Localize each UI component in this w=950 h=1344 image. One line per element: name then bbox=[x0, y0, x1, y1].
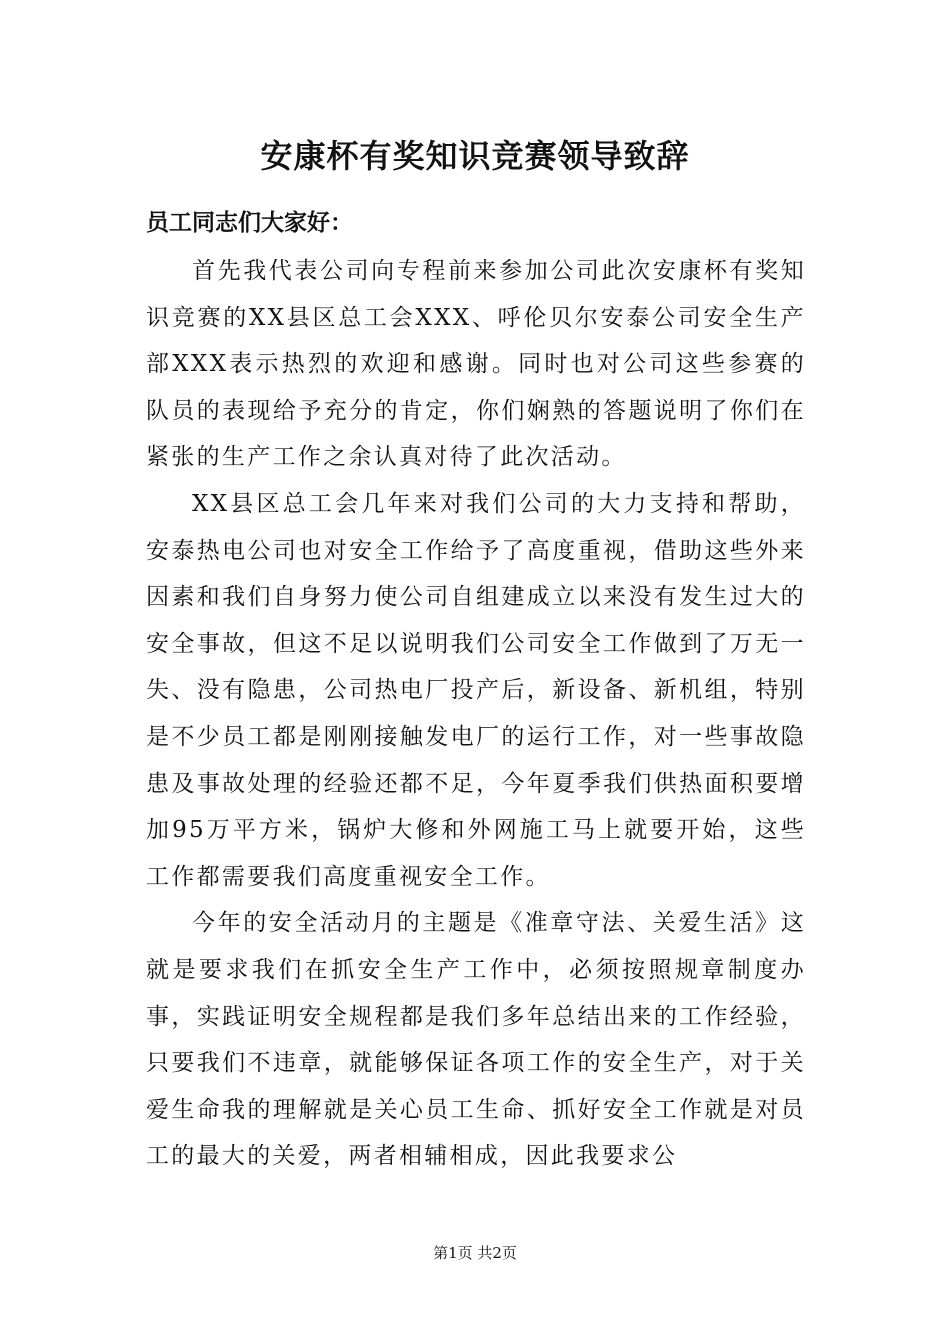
page-footer: 第1页 共2页 bbox=[433, 1244, 517, 1262]
paragraph-3: 今年的安全活动月的主题是《准章守法、关爱生活》这就是要求我们在抓安全生产工作中，必须按照规章制度办事，实践证明安全规程都是我们多年总结出来的工作经验，只要我们不违章，就能够保证各项工作的安全生产，对于关爱生命我的理解就是关心员工生命、抓好安全工作就是对员工的最大的关爱，两者相辅相成，因此我要求公 bbox=[146, 910, 806, 1170]
paragraph-2: XX县区总工会几年来对我们公司的大力支持和帮助，安泰热电公司也对安全工作给予了高度重视，借助这些外来因素和我们自身努力使公司自组建成立以来没有发生过大的安全事故，但这不足以说明我们公司安全工作做到了万无一失、没有隐患，公司热电厂投产后，新设备、新机组，特别是不少员工都是刚刚接触发电厂的运行工作，对一些事故隐患及事故处理的经验还都不足，今年夏季我们供热面积要增加95万平方米，锅炉大修和外网施工马上就要开始，这些工作都需要我们高度重视安全工作。 bbox=[146, 490, 806, 890]
paragraph-1: 首先我代表公司向专程前来参加公司此次安康杯有奖知识竞赛的XX县区总工会XXX、呼伦贝尔安泰公司安全生产部XXX表示热烈的欢迎和感谢。同时也对公司这些参赛的队员的表现给予充分的肯定，你们娴熟的答题说明了你们在紧张的生产工作之余认真对待了此次活动。 bbox=[146, 258, 806, 471]
greeting: 员工同志们大家好： bbox=[146, 209, 353, 236]
document-body bbox=[146, 248, 806, 1180]
document-title: 安康杯有奖知识竞赛领导致辞 bbox=[260, 137, 690, 175]
